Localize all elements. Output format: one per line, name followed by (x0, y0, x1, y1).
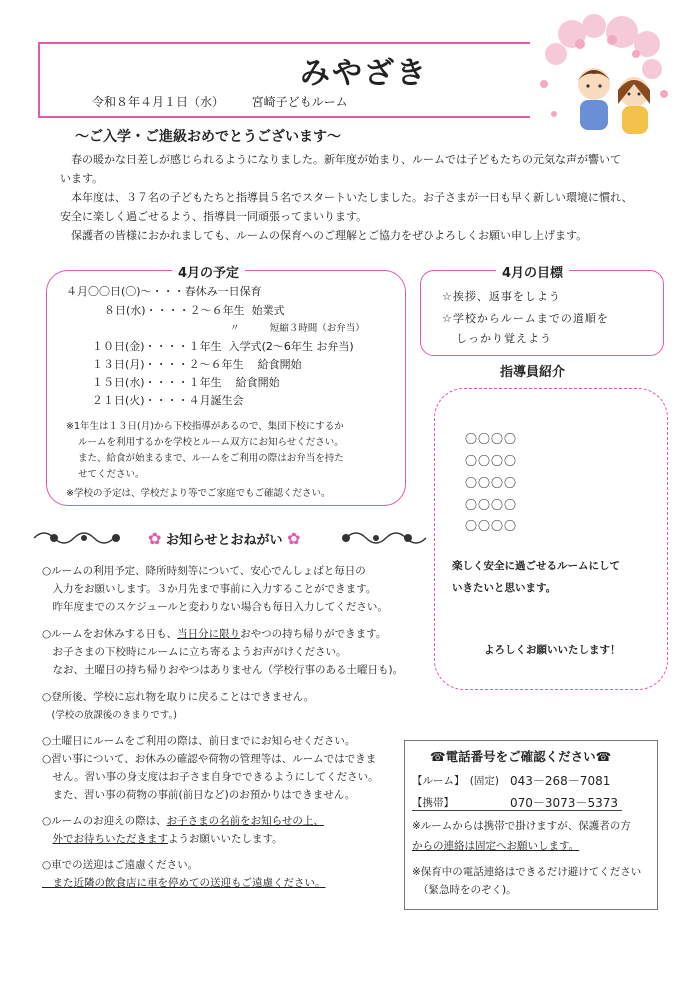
phone-heading: ☎電話番号をご確認ください☎ (430, 749, 612, 764)
notice-line: 入力をお願いします。３か月先まで事前に入力することができます。 (42, 583, 377, 595)
phone-note: （緊急時をのぞく)。 (418, 884, 517, 896)
notice-underlined: 外でお待ちいただきます (52, 833, 168, 845)
notice-line: ○登所後、学校に忘れ物を取りに戻ることはできません。 (42, 691, 315, 703)
notice-line: (学校の放課後のきまりです。) (42, 710, 177, 721)
notice-text: ○ルームをお休みする日も、 (42, 628, 178, 640)
notice-underlined: 当日分に限り (177, 628, 241, 640)
flower-icon: ✿ (287, 529, 301, 548)
schedule-item: １０日(金)・・・・１年生 入学式(2～6年生 お弁当) (92, 340, 354, 353)
schedule-item: ４月〇〇日(〇)～・・・春休み一日保育 (66, 285, 262, 298)
notice-underlined: お子さまの名前をお知らせの上、 (166, 815, 324, 827)
schedule-note: ※1年生は１３日(月)から下校指導があるので、集団下校にするか (66, 421, 344, 432)
notice-line: ○車での送迎はご遠慮ください。 (42, 859, 199, 871)
schedule-note: ルームを利用するかを学校とルーム双方にお知らせください。 (78, 437, 344, 448)
intro-line: います。 (60, 172, 104, 185)
notice-text: ようお願いいたします。 (168, 833, 283, 845)
goal-item: しっかり覚えよう (456, 332, 552, 345)
notice-text: おやつの持ち帰りができます。 (240, 628, 387, 640)
room-phone-number: 043－268－7081 (510, 774, 611, 788)
notice-line: ○土曜日にルームをご利用の際は、前日までにお知らせください。 (42, 735, 356, 747)
mobile-phone-label: 【携帯】 (412, 797, 454, 809)
right-flourish-icon (330, 526, 430, 550)
goal-item: ☆学校からルームまでの道順を (442, 312, 609, 325)
goals-heading: 4月の目標 (496, 262, 569, 281)
staff-message: よろしくお願いいたします！ (484, 644, 621, 656)
phone-note: ※保育中の電話連絡はできるだけ避けてください (412, 866, 642, 878)
staff-member: 〇〇〇〇 (465, 498, 518, 512)
schedule-note: また、給食が始まるまで、ルームをご利用の際はお弁当を持た (78, 453, 344, 464)
notice-line (42, 813, 324, 828)
schedule-item: ２１日(火)・・・・４月誕生会 (92, 394, 244, 407)
staff-message: いきたいと思います。 (452, 582, 557, 594)
notices-heading-text: お知らせとおねがい (165, 533, 283, 548)
phone-underline (412, 810, 622, 811)
schedule-note: せてください。 (78, 469, 145, 480)
staff-heading: 指導員紹介 (500, 365, 566, 380)
notice-line: また近隣の飲食店に車を停めての送迎もご遠慮ください。 (42, 877, 326, 889)
schedule-note: ※学校の予定は、学校だより等でご家庭でもご確認ください。 (66, 488, 331, 499)
staff-member: 〇〇〇〇 (465, 519, 518, 533)
staff-member: 〇〇〇〇 (465, 454, 518, 468)
schedule-item: １５日(水)・・・・１年生 給食開始 (92, 376, 280, 389)
issue-date: 令和８年４月１日（水） (92, 95, 225, 109)
intro-text (60, 150, 680, 245)
notice-line: ○ルームの利用予定、降所時刻等について、安心でんしょばと毎日の (42, 565, 366, 577)
staff-member: 〇〇〇〇 (465, 432, 518, 446)
phone-note: からの連絡は固定へお願いします。 (412, 840, 580, 852)
notice-text: ○ルームのお迎えの際は、 (42, 815, 167, 827)
schedule-item: 〃 短縮３時間（お弁当） (230, 323, 365, 334)
flower-icon: ✿ (148, 529, 162, 548)
children-blossom-illustration (532, 14, 672, 140)
notice-line (42, 831, 283, 846)
organization-name: 宮崎子どもルーム (251, 95, 348, 109)
notice-line: せん。習い事の身支度はお子さま自身でできるようにしてください。 (42, 771, 379, 783)
page-title: みやざき (300, 56, 428, 91)
notices-heading (148, 529, 301, 548)
goal-item: ☆挨拶、返事をしよう (442, 290, 561, 303)
schedule-heading: 4月の予定 (172, 262, 245, 281)
staff-message: 楽しく安全に過ごせるルームにして (452, 560, 620, 572)
room-phone-label: 【ルーム】 (固定) (412, 775, 499, 787)
welcome-heading: ～ご入学・ご進級おめでとうございます～ (75, 129, 341, 145)
notice-line: ○習い事について、お休みの確認や荷物の管理等は、ルームではできま (42, 753, 377, 765)
schedule-item: １３日(月)・・・・２～６年生 給食開始 (92, 358, 302, 371)
notice-line: また、習い事の荷物の事前(前日など)のお預かりはできません。 (42, 789, 356, 801)
notice-line: 昨年度までのスケジュールと変わりない場合も毎日入力してください。 (42, 601, 388, 613)
notice-line (42, 626, 386, 641)
intro-line: 安全に楽しく過ごせるよう、指導員一同頑張ってまいります。 (60, 210, 368, 223)
intro-line: 春の暖かな日差しが感じられるようになりました。新年度が始まり、ルームでは子どもたちの元気な声が響いて (60, 153, 621, 166)
staff-member: 〇〇〇〇 (465, 476, 518, 490)
intro-line: 保護者の皆様におかれましても、ルームの保育へのご理解とご協力をぜひよろしくお願い申し上げます。 (60, 229, 588, 242)
schedule-item: ８日(水)・・・・２～６年生 始業式 (104, 304, 285, 317)
intro-line: 本年度は、３７名の子どもたちと指導員５名でスタートいたしました。お子さまが一日も早く新しい環境に慣れ、 (60, 191, 633, 204)
date-line (92, 93, 348, 110)
phone-note: ※ルームからは携帯で掛けますが、保護者の方 (412, 820, 631, 832)
notice-line: なお、土曜日の持ち帰りおやつはありません（学校行事のある土曜日も)。 (42, 664, 404, 676)
left-flourish-icon (32, 526, 132, 550)
mobile-phone-number: 070－3073－5373 (510, 796, 618, 810)
notice-line: お子さまの下校時にルームに立ち寄るようお声がけください。 (42, 646, 347, 658)
